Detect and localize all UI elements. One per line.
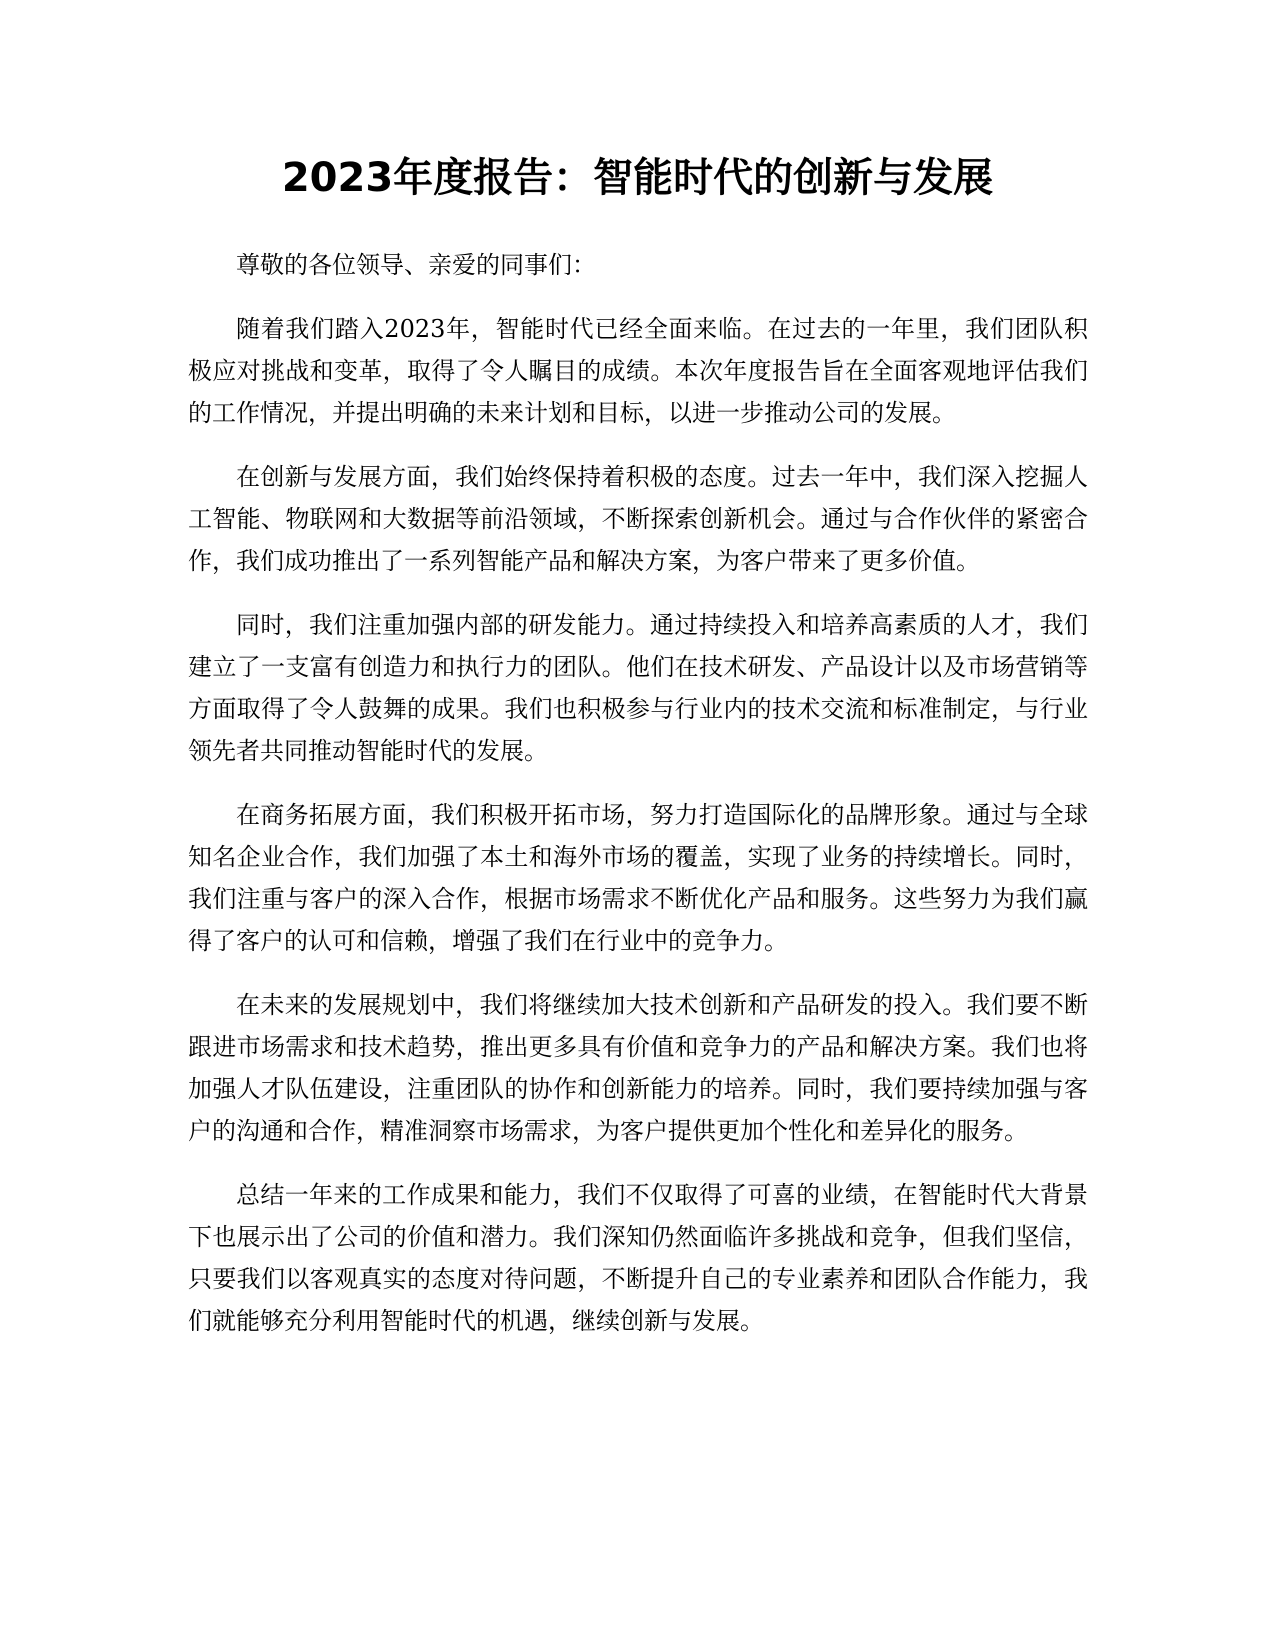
body-paragraph: 总结一年来的工作成果和能力，我们不仅取得了可喜的业绩，在智能时代大背景下也展示出了公司的价值和潜力。我们深知仍然面临许多挑战和竞争，但我们坚信，只要我们以客观真实的态度对待问题，不断提升自己的专业素养和团队合作能力，我们就能够充分利用智能时代的机遇，继续创新与发展。 — [188, 1181, 1088, 1335]
body-paragraph: 在创新与发展方面，我们始终保持着积极的态度。过去一年中，我们深入挖掘人工智能、物联网和大数据等前沿领域，不断探索创新机会。通过与合作伙伴的紧密合作，我们成功推出了一系列智能产品和解决方案，为客户带来了更多价值。 — [188, 463, 1088, 575]
greeting-paragraph: 尊敬的各位领导、亲爱的同事们： — [236, 251, 596, 279]
body-paragraph: 同时，我们注重加强内部的研发能力。通过持续投入和培养高素质的人才，我们建立了一支富有创造力和执行力的团队。他们在技术研发、产品设计以及市场营销等方面取得了令人鼓舞的成果。我们也积极参与行业内的技术交流和标准制定，与行业领先者共同推动智能时代的发展。 — [188, 611, 1088, 765]
document-body — [188, 244, 1088, 1364]
document-title: 2023年度报告：智能时代的创新与发展 — [281, 155, 994, 201]
body-paragraph: 随着我们踏入2023年，智能时代已经全面来临。在过去的一年里，我们团队积极应对挑战和变革，取得了令人瞩目的成绩。本次年度报告旨在全面客观地评估我们的工作情况，并提出明确的未来计划和目标，以进一步推动公司的发展。 — [188, 315, 1088, 427]
body-paragraph: 在商务拓展方面，我们积极开拓市场，努力打造国际化的品牌形象。通过与全球知名企业合作，我们加强了本土和海外市场的覆盖，实现了业务的持续增长。同时，我们注重与客户的深入合作，根据市场需求不断优化产品和服务。这些努力为我们赢得了客户的认可和信赖，增强了我们在行业中的竞争力。 — [188, 801, 1088, 955]
body-paragraph: 在未来的发展规划中，我们将继续加大技术创新和产品研发的投入。我们要不断跟进市场需求和技术趋势，推出更多具有价值和竞争力的产品和解决方案。我们也将加强人才队伍建设，注重团队的协作和创新能力的培养。同时，我们要持续加强与客户的沟通和合作，精准洞察市场需求，为客户提供更加个性化和差异化的服务。 — [188, 991, 1088, 1145]
